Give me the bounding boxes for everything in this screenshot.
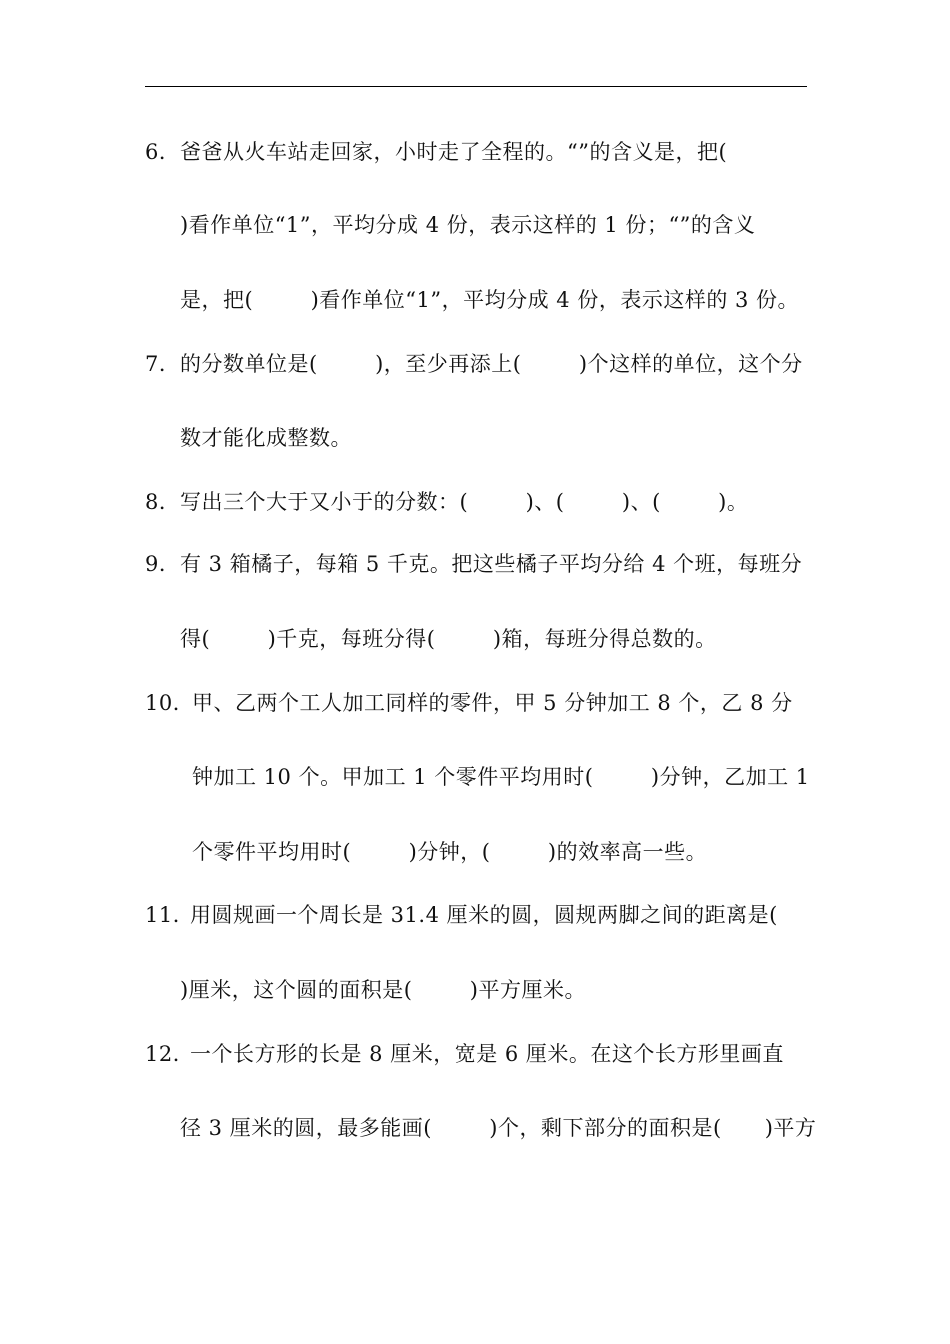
top-rule [145, 86, 807, 87]
question-text-line: 得( )千克，每班分得( )箱，每班分得总数的。 [180, 627, 717, 651]
question-text-line: 一个长方形的长是 8 厘米，宽是 6 厘米。在这个长方形里画直 [190, 1042, 784, 1066]
question-text-line: 的分数单位是( )，至少再添上( )个这样的单位，这个分 [180, 352, 803, 376]
question-number: 11． [145, 903, 195, 927]
question-text-line: )看作单位“1”，平均分成 4 份，表示这样的 1 份；“”的含义 [180, 213, 756, 237]
question-text-line: 用圆规画一个周长是 31.4 厘米的圆，圆规两脚之间的距离是( [190, 903, 778, 927]
question-text-line: 数才能化成整数。 [180, 426, 352, 450]
question-text-line: )厘米，这个圆的面积是( )平方厘米。 [180, 978, 586, 1002]
question-text-line: 写出三个大于又小于的分数：( )、( )、( )。 [180, 490, 749, 514]
question-text-line: 甲、乙两个工人加工同样的零件，甲 5 分钟加工 8 个，乙 8 分 [192, 691, 793, 715]
question-number: 10． [145, 691, 195, 715]
question-number: 6． [145, 140, 181, 164]
question-text-line: 钟加工 10 个。甲加工 1 个零件平均用时( )分钟，乙加工 1 [192, 765, 810, 789]
question-text-line: 个零件平均用时( )分钟，( )的效率高一些。 [192, 840, 708, 864]
question-number: 8． [145, 490, 181, 514]
question-number: 7． [145, 352, 181, 376]
question-text-line: 是，把( )看作单位“1”，平均分成 4 份，表示这样的 3 份。 [180, 288, 800, 312]
question-text-line: 径 3 厘米的圆，最多能画( )个，剩下部分的面积是( )平方 [180, 1116, 817, 1140]
question-text-line: 有 3 箱橘子，每箱 5 千克。把这些橘子平均分给 4 个班，每班分 [180, 552, 803, 576]
question-text-line: 爸爸从火车站走回家，小时走了全程的。“”的含义是，把( [180, 140, 728, 164]
question-number: 9． [145, 552, 181, 576]
question-number: 12． [145, 1042, 195, 1066]
